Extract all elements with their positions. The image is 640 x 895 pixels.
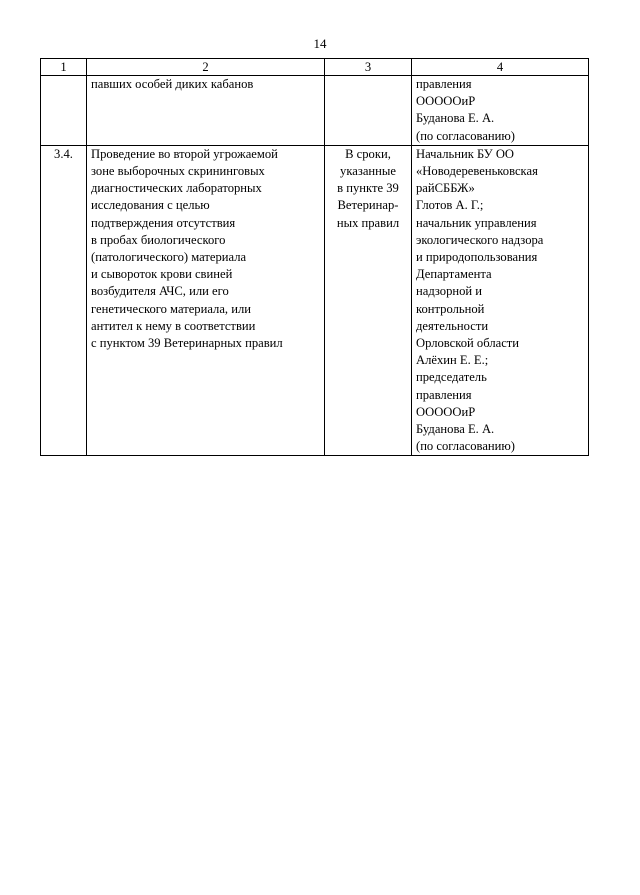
responsible-line: райСББЖ»: [416, 181, 475, 196]
description-line: генетического материала, или: [91, 301, 251, 316]
deadline-line: ных правил: [336, 215, 400, 230]
header-col-4: 4: [412, 59, 589, 76]
responsible-cell: [412, 76, 589, 146]
responsible-line: экологического надзора: [416, 232, 544, 247]
description-line: павших особей диких кабанов: [91, 77, 254, 91]
deadline-cell: [325, 145, 412, 456]
responsible-line: Глотов А. Г.;: [416, 198, 484, 213]
description-line: Проведение во второй угрожаемой: [91, 146, 278, 161]
responsible-line: деятельности: [416, 318, 489, 333]
description-line: возбудителя АЧС, или его: [91, 284, 229, 299]
deadline-cell: [325, 76, 412, 146]
row-number-cell: 3.4.: [41, 145, 87, 456]
row-number-cell: [41, 76, 87, 146]
responsible-line: контрольной: [416, 301, 485, 316]
measure-description-cell: [87, 76, 325, 146]
responsible-line: ОООООиР: [416, 404, 476, 419]
deadline-line: в пункте 39: [337, 181, 399, 196]
responsible-line: ОООООиР: [416, 94, 476, 109]
responsible-line: и природопользования: [416, 250, 538, 265]
deadline-line: Ветеринар-: [337, 198, 399, 213]
measure-description-cell: [87, 145, 325, 456]
responsible-line: «Новодеревеньковская: [416, 164, 538, 179]
responsible-line: надзорной и: [416, 284, 483, 299]
description-line: с пунктом 39 Ветеринарных правил: [91, 336, 283, 351]
responsible-line: Алёхин Е. Е.;: [416, 353, 489, 368]
table-row: [41, 76, 589, 146]
responsible-line: Буданова Е. А.: [416, 422, 495, 437]
measures-table: [40, 58, 589, 456]
responsible-line: (по согласованию): [416, 439, 516, 454]
responsible-line: правления: [416, 77, 472, 91]
description-line: подтверждения отсутствия: [91, 215, 236, 230]
description-line: в пробах биологического: [91, 232, 226, 247]
deadline-line: указанные: [340, 164, 396, 179]
header-col-2: 2: [87, 59, 325, 76]
page-number: 14: [313, 36, 327, 51]
responsible-line: (по согласованию): [416, 128, 516, 143]
responsible-line: правления: [416, 387, 472, 402]
header-col-1: 1: [41, 59, 87, 76]
responsible-line: Орловской области: [416, 336, 520, 351]
header-col-3: 3: [325, 59, 412, 76]
table-header-row: [41, 59, 589, 76]
description-line: диагностических лабораторных: [91, 181, 262, 196]
description-line: исследования с целью: [91, 198, 210, 213]
responsible-cell: [412, 145, 589, 456]
description-line: и сывороток крови свиней: [91, 267, 233, 282]
responsible-line: председатель: [416, 370, 487, 385]
responsible-line: начальник управления: [416, 215, 537, 230]
table-row: [41, 145, 589, 456]
responsible-line: Начальник БУ ОО: [416, 146, 515, 161]
description-line: антител к нему в соответствии: [91, 318, 256, 333]
deadline-line: В сроки,: [345, 146, 391, 161]
description-line: зоне выборочных скрининговых: [91, 164, 265, 179]
description-line: (патологического) материала: [91, 250, 247, 265]
responsible-line: Департамента: [416, 267, 492, 282]
responsible-line: Буданова Е. А.: [416, 111, 495, 126]
